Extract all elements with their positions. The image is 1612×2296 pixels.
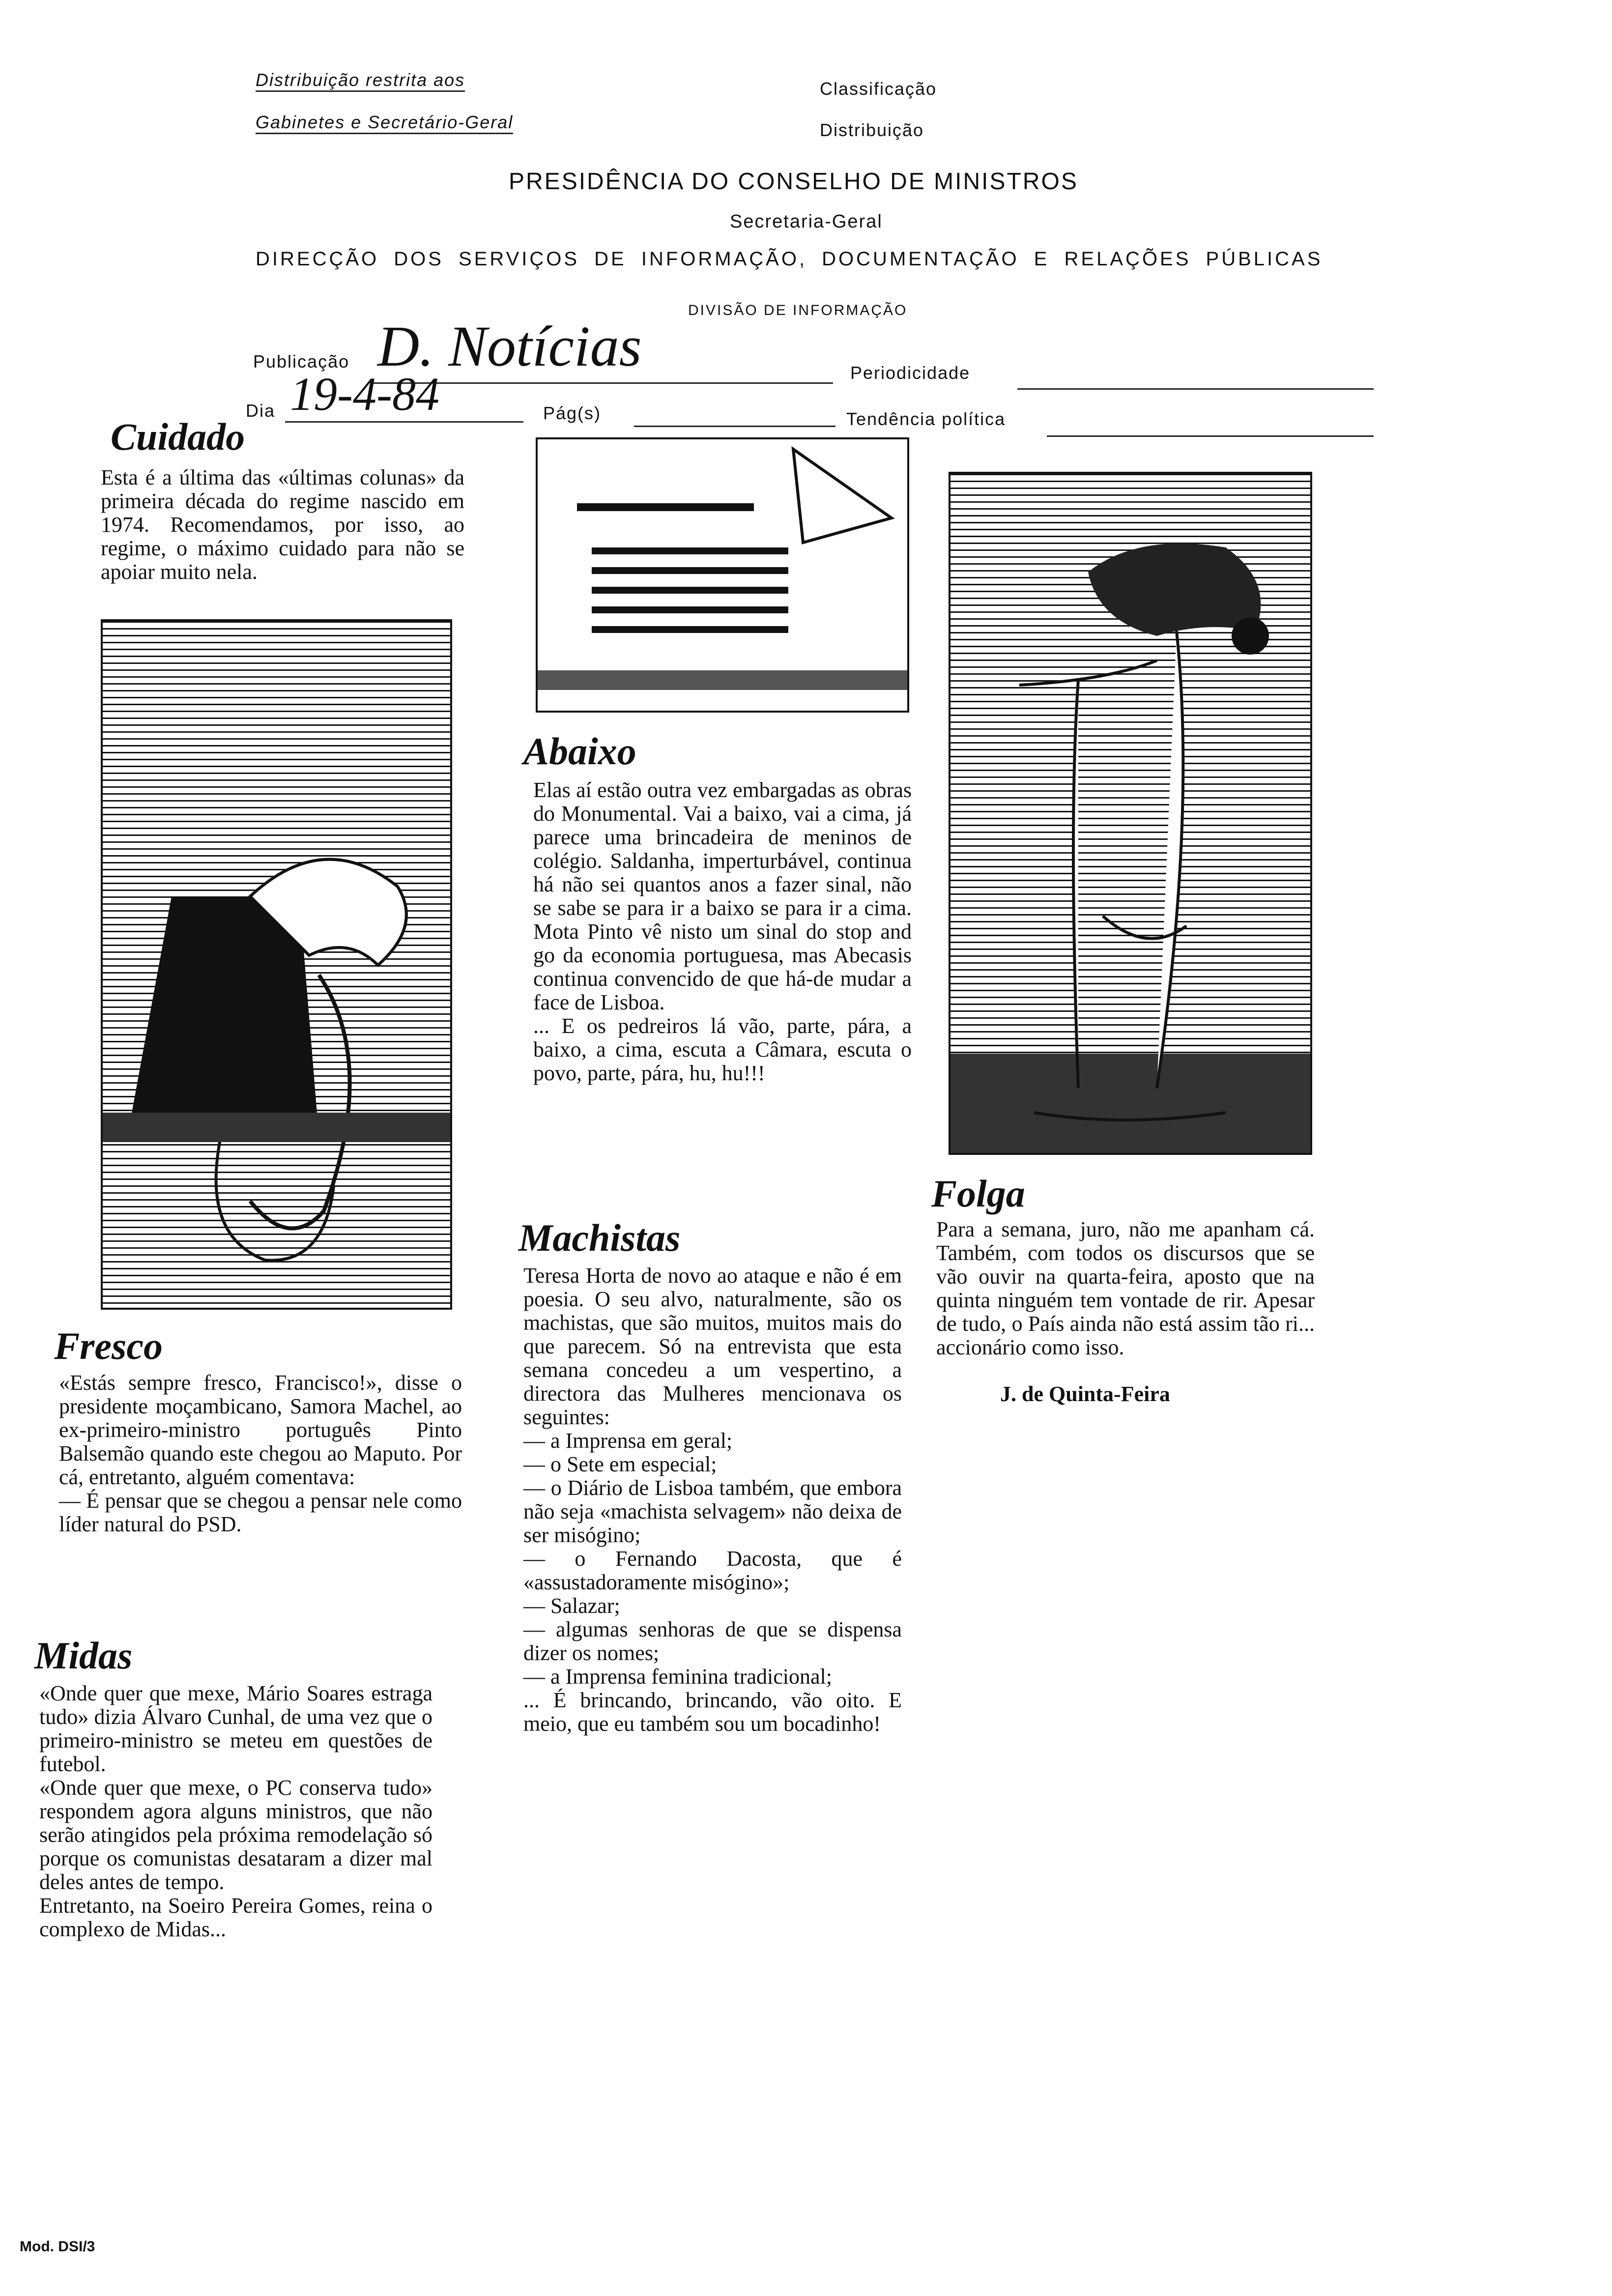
document-illustration — [536, 437, 909, 713]
article-title: Machistas — [518, 1216, 681, 1259]
article-cuidado — [91, 415, 482, 584]
day-label: Dia — [246, 401, 276, 421]
article-intro: Teresa Horta de novo ao ataque e não é em poesia. O seu alvo, naturalmente, são os machistas, que são muitos, muitos mais do que parecem. Só na entrevista que esta semana concedeu a um vespertino, a directora das Mulheres mencionava os seguintes: — [523, 1263, 902, 1429]
directorate-title: DIRECÇÃO DOS SERVIÇOS DE INFORMAÇÃO, DOCUMENTAÇÃO E RELAÇÕES PÚBLICAS — [256, 248, 1323, 270]
machistas-list-item: — a Imprensa em geral; — [523, 1429, 733, 1453]
machistas-list-item: — Salazar; — [523, 1594, 620, 1618]
distribution-label: Distribuição — [820, 120, 924, 140]
classification-label: Classificação — [820, 79, 937, 99]
article-abaixo — [523, 732, 921, 1085]
article-body: Esta é a última das «últimas colunas» da primeira década do regime nascido em 1974. Recomendamos, por isso, ao regime, o máximo cuidado para não se apoiar muito nela. — [101, 465, 464, 584]
form-code: Mod. DSI/3 — [20, 2239, 95, 2255]
article-title: Cuidado — [111, 415, 245, 458]
article-fresco — [54, 1324, 487, 1536]
article-machistas — [518, 1216, 912, 1736]
article-body: Para a semana, juro, não me apanham cá. Também, com todos os discursos que se vão ouvir na quarta-feira, aposto que na quinta ninguém tem vontade de rir. Apesar de tudo, o País ainda não está assim tão ri... accionário como isso. — [936, 1217, 1315, 1359]
article-midas — [34, 1636, 491, 1941]
cartoon-illustration-left — [101, 619, 452, 1310]
publication-label: Publicação — [253, 351, 350, 372]
secretariat-title: Secretaria-Geral — [730, 211, 883, 232]
periodicity-label: Periodicidade — [850, 363, 971, 383]
division-title: DIVISÃO DE INFORMAÇÃO — [688, 302, 908, 318]
article-folga — [931, 1172, 1329, 1406]
publication-value: D. Notícias — [377, 314, 642, 378]
article-title: Folga — [931, 1172, 1025, 1215]
day-value: 19-4-84 — [290, 368, 439, 420]
machistas-list-item: — algumas senhoras de que se dispensa dizer os nomes; — [523, 1617, 902, 1665]
cartoon-illustration-right — [949, 472, 1312, 1155]
tendency-label: Tendência política — [846, 409, 1006, 429]
article-body: «Estás sempre fresco, Francisco!», disse o presidente moçambicano, Samora Machel, ao ex-primeiro-ministro português Pinto Balsemão quando este chegou ao Maputo. Por cá, entretanto, alguém comentava: — É pensar que se chegou a pensar nele como líder natural do PSD. — [59, 1371, 462, 1536]
machistas-list-item: — o Sete em especial; — [523, 1452, 717, 1476]
article-signature: J. de Quinta-Feira — [1000, 1382, 1170, 1406]
machistas-list-item: — o Diário de Lisboa também, que embora não seja «machista selvagem» não deixa de ser misógino; — [523, 1476, 902, 1547]
article-closing: ... É brincando, brincando, vão oito. E meio, que eu também sou um bocadinho! — [523, 1688, 902, 1736]
article-title: Abaixo — [523, 730, 636, 773]
day-field — [285, 370, 523, 423]
restricted-line-1: Distribuição restrita aos — [256, 70, 465, 92]
article-title: Fresco — [54, 1324, 163, 1367]
article-body: «Onde quer que mexe, Mário Soares estraga tudo» dizia Álvaro Cunhal, de uma vez que o primeiro-ministro se meteu em questões de futebol. «Onde quer que mexe, o PC conserva tudo» respondem agora alguns ministros, que não serão atingidos pela próxima remodelação só porque os comunistas desataram a dizer mal deles antes de tempo. Entretanto, na Soeiro Pereira Gomes, reina o complexo de Midas... — [39, 1681, 432, 1941]
restricted-line-2: Gabinetes e Secretário-Geral — [256, 112, 513, 134]
page-line — [634, 426, 835, 427]
page-label: Pág(s) — [543, 403, 602, 423]
article-body: Elas aí estão outra vez embargadas as obras do Monumental. Vai a baixo, vai a cima, já parece uma brincadeira de meninos de colégio. Saldanha, imperturbável, continua há não sei quantos anos a fazer sinal, não se sabe se para ir a baixo se para ir a cima. Mota Pinto vê nisto um sinal do stop and go da economia portuguesa, mas Abecasis continua convencido de que há-de mudar a face de Lisboa. ... E os pedreiros lá vão, parte, pára, a baixo, a cima, escuta a Câmara, escuta o povo, parte, pára, hu, hu!!! — [533, 778, 912, 1085]
machistas-list-item: — o Fernando Dacosta, que é «assustadoramente misógino»; — [523, 1547, 902, 1594]
presidency-title: PRESIDÊNCIA DO CONSELHO DE MINISTROS — [509, 169, 1078, 195]
article-title: Midas — [34, 1634, 133, 1677]
tendency-line — [1047, 435, 1374, 437]
periodicity-line — [1017, 388, 1374, 390]
machistas-list-item: — a Imprensa feminina tradicional; — [523, 1665, 832, 1689]
